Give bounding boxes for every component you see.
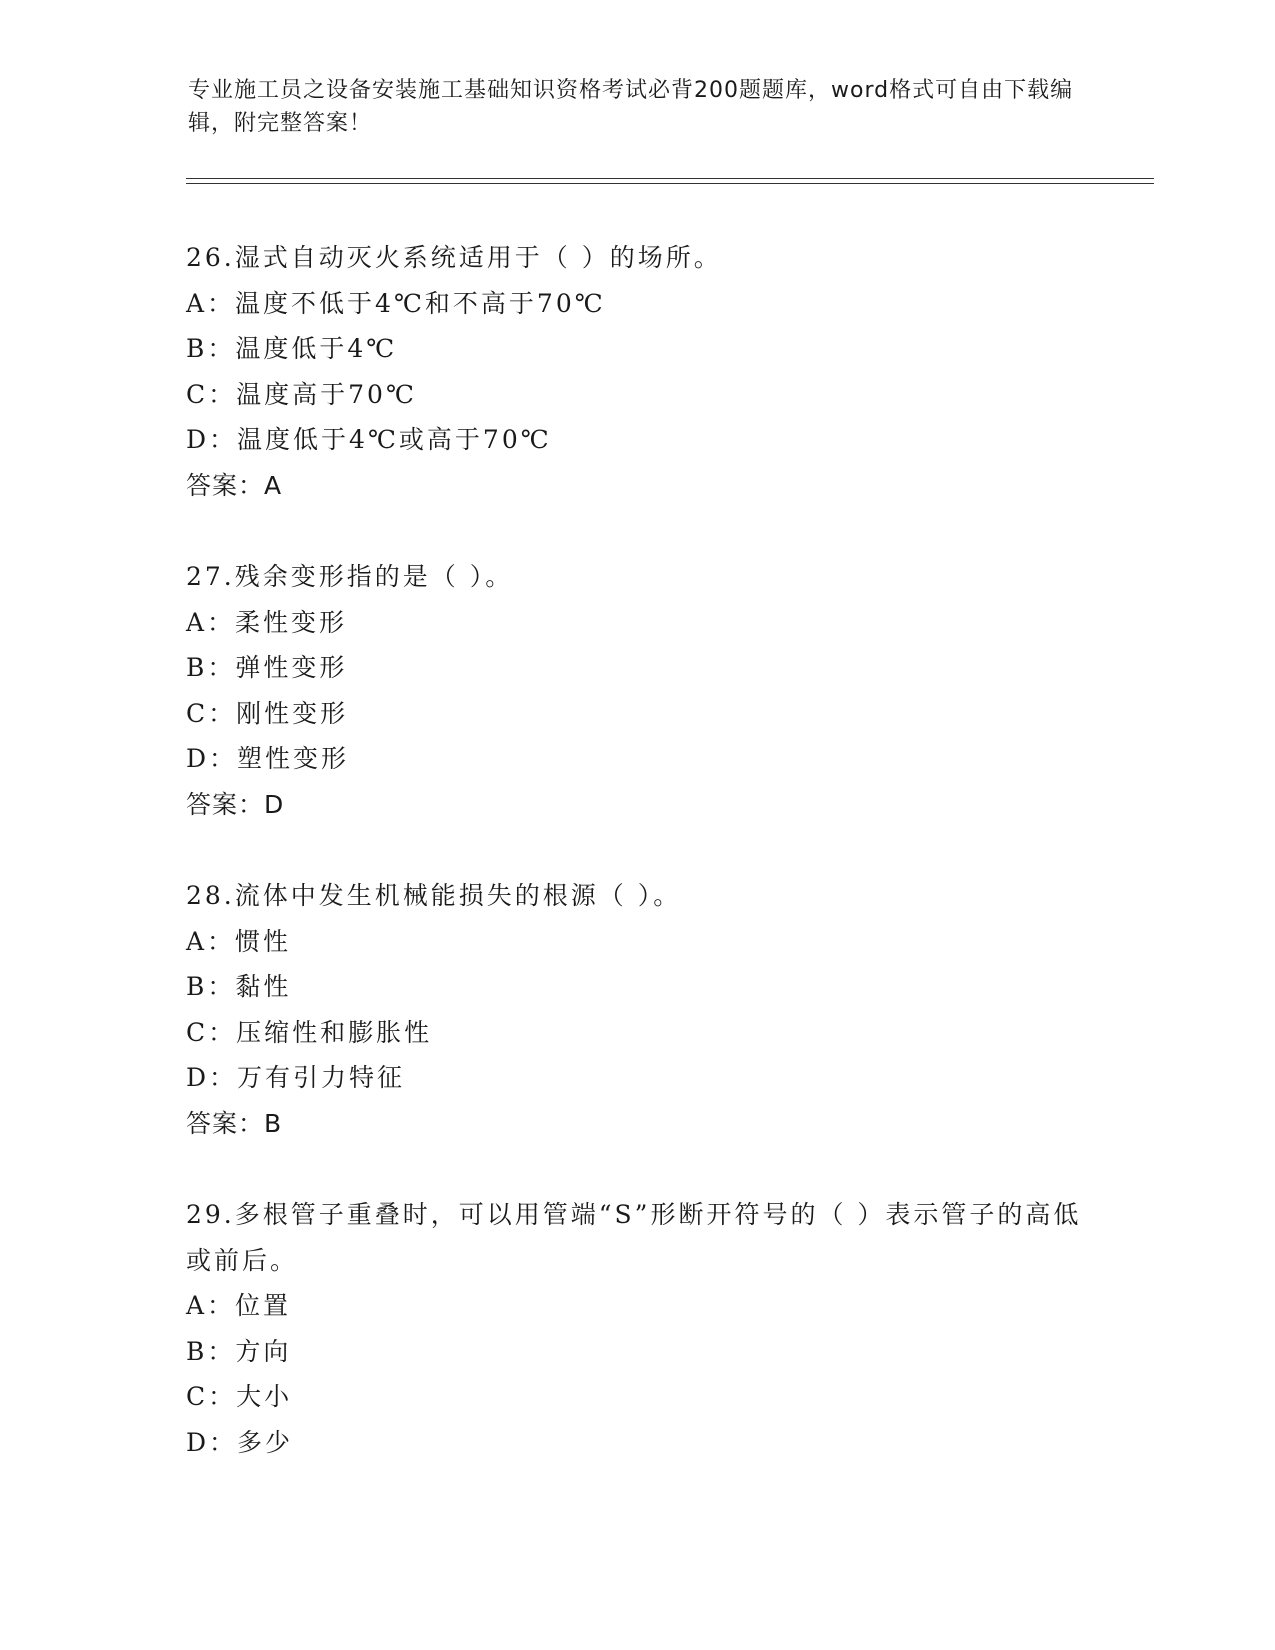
option-a: A：惯性: [186, 926, 292, 956]
question-title: 29.多根管子重叠时，可以用管端“S”形断开符号的（ ）表示管子的高低或前后。: [186, 1200, 1082, 1275]
option-d: D：塑性变形: [186, 744, 350, 774]
header-divider-top: [186, 178, 1154, 179]
option-c: C：压缩性和膨胀性: [186, 1017, 433, 1047]
option-c: C：大小: [186, 1382, 293, 1412]
header-divider-bottom: [186, 183, 1154, 184]
question-29: [186, 1192, 1086, 1466]
option-b: B：弹性变形: [186, 653, 348, 683]
question-title: 26.湿式自动灭火系统适用于（ ）的场所。: [186, 243, 722, 272]
option-d: D：多少: [186, 1427, 294, 1457]
question-28: [186, 873, 1086, 1147]
question-26: [186, 235, 1086, 509]
answer: 答案：B: [186, 1108, 283, 1138]
answer: 答案：A: [186, 470, 283, 500]
question-title: 28.流体中发生机械能损失的根源（ ）。: [186, 881, 682, 910]
option-d: D：万有引力特征: [186, 1063, 406, 1093]
option-a: A：位置: [186, 1291, 292, 1321]
header-title: 专业施工员之设备安装施工基础知识资格考试必背200题题库，word格式可自由下载编辑，附完整答案！: [188, 78, 1074, 136]
option-c: C：温度高于70℃: [186, 379, 417, 409]
option-b: B：黏性: [186, 972, 292, 1002]
option-a: A：柔性变形: [186, 607, 348, 637]
answer: 答案：D: [186, 789, 285, 819]
option-a: A：温度不低于4℃和不高于70℃: [186, 288, 606, 318]
option-c: C：刚性变形: [186, 698, 349, 728]
option-b: B：温度低于4℃: [186, 334, 398, 364]
document-header: [188, 74, 1078, 140]
option-d: D：温度低于4℃或高于70℃: [186, 425, 552, 455]
question-title: 27.残余变形指的是（ ）。: [186, 562, 514, 591]
question-27: [186, 554, 1086, 828]
option-b: B：方向: [186, 1336, 292, 1366]
